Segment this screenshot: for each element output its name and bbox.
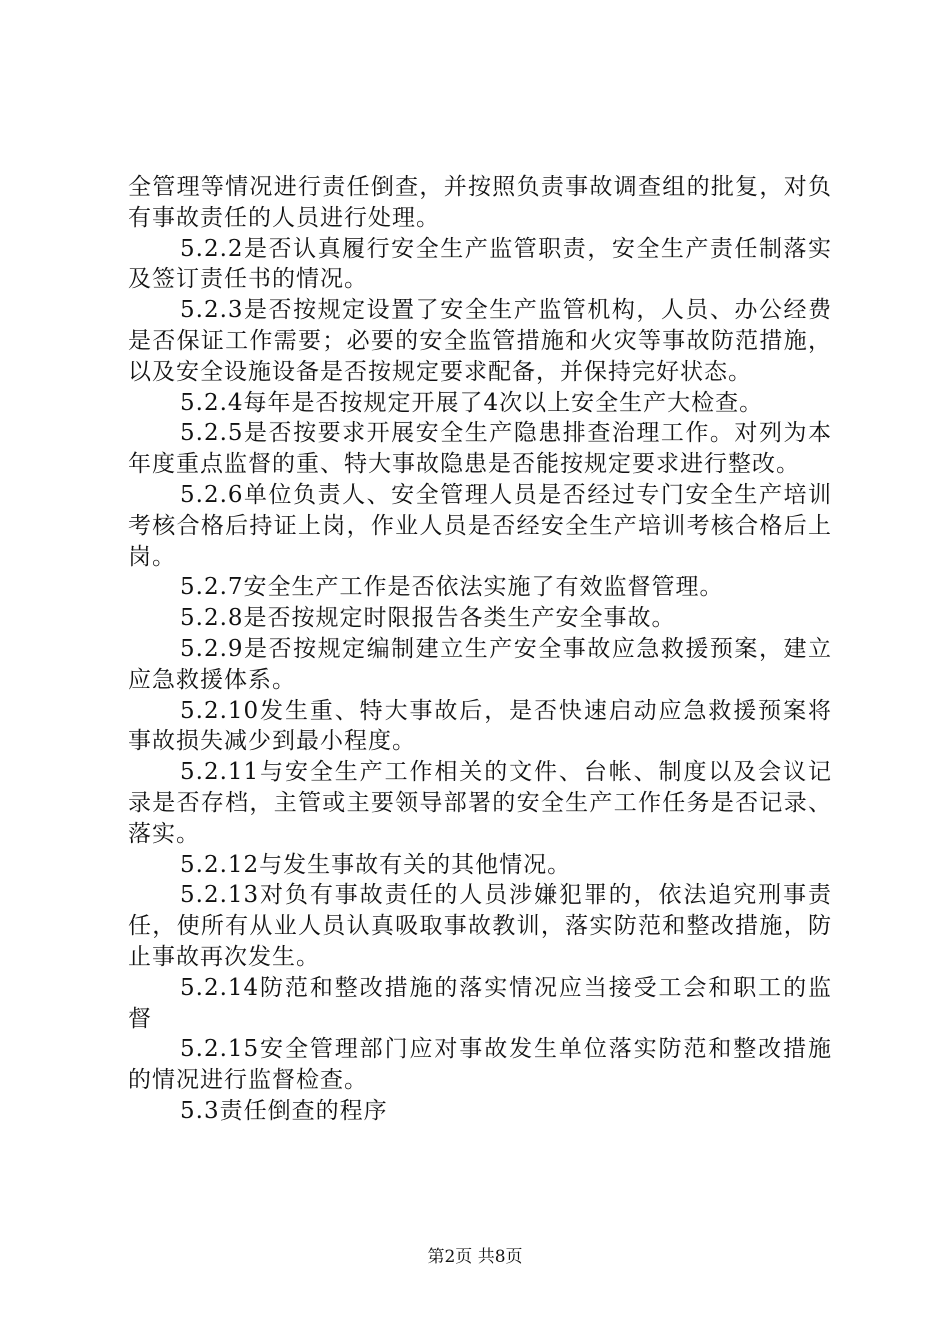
paragraph: 5.2.7安全生产工作是否依法实施了有效监督管理。 (180, 574, 724, 601)
paragraph: 5.2.6单位负责人、安全管理人员是否经过专门安全生产培训考核合格后持证上岗，作业人员是否经安全生产培训考核合格后上岗。 (128, 481, 832, 570)
paragraph: 5.2.14防范和整改措施的落实情况应当接受工会和职工的监督 (128, 974, 832, 1032)
paragraph: 5.2.8是否按规定时限报告各类生产安全事故。 (180, 605, 676, 632)
paragraph: 5.2.4每年是否按规定开展了4次以上安全生产大检查。 (180, 389, 764, 416)
paragraph: 5.2.15安全管理部门应对事故发生单位落实防范和整改措施的情况进行监督检查。 (128, 1036, 832, 1094)
paragraph: 5.2.13对负有事故责任的人员涉嫌犯罪的，依法追究刑事责任，使所有从业人员认真吸取事故教训，落实防范和整改措施，防止事故再次发生。 (128, 882, 832, 970)
paragraph: 5.2.10发生重、特大事故后，是否快速启动应急救援预案将事故损失减少到最小程度。 (128, 697, 832, 755)
paragraph: 全管理等情况进行责任倒查，并按照负责事故调查组的批复，对负有事故责任的人员进行处理。 (128, 174, 832, 231)
page-footer: 第2页 共8页 (427, 1247, 523, 1267)
paragraph: 5.3责任倒查的程序 (180, 1097, 388, 1124)
document-body (128, 172, 832, 1127)
paragraph: 5.2.5是否按要求开展安全生产隐患排查治理工作。对列为本年度重点监督的重、特大事故隐患是否能按规定要求进行整改。 (128, 420, 832, 478)
paragraph: 5.2.11与安全生产工作相关的文件、台帐、制度以及会议记录是否存档，主管或主要领导部署的安全生产工作任务是否记录、落实。 (128, 759, 832, 847)
paragraph: 5.2.3是否按规定设置了安全生产监管机构，人员、办公经费是否保证工作需要；必要的安全监管措施和火灾等事故防范措施，以及安全设施设备是否按规定要求配备，并保持完好状态。 (128, 297, 832, 385)
paragraph: 5.2.9是否按规定编制建立生产安全事故应急救援预案，建立应急救援体系。 (128, 635, 832, 693)
paragraph: 5.2.12与发生事故有关的其他情况。 (180, 851, 572, 878)
paragraph: 5.2.2是否认真履行安全生产监管职责，安全生产责任制落实及签订责任书的情况。 (128, 235, 832, 293)
